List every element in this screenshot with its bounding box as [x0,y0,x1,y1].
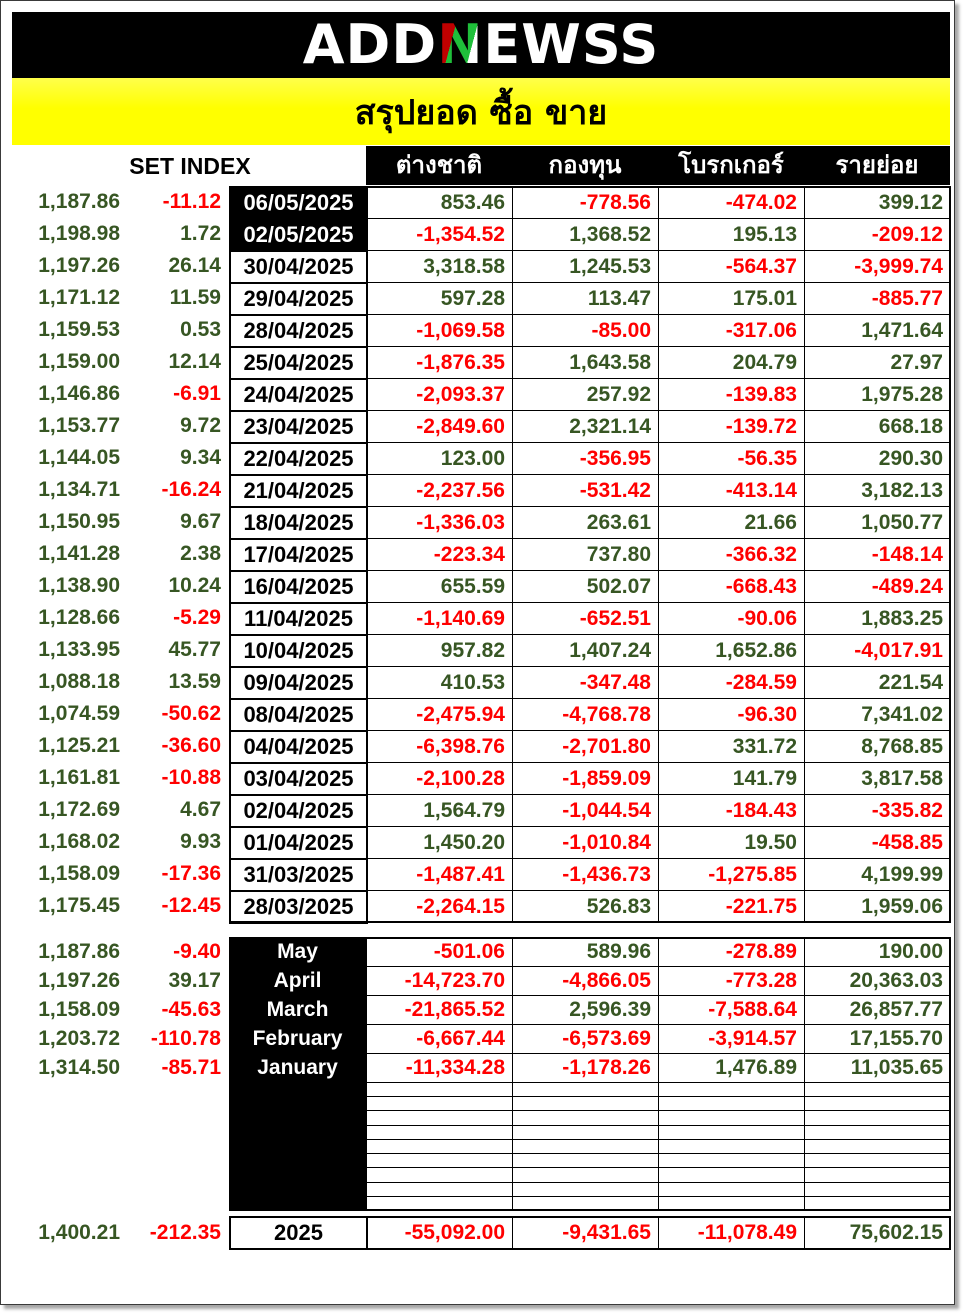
fund-value: -1,859.09 [512,762,659,795]
set-index-value: 1,158.09 [38,862,120,885]
empty-cell [512,1182,659,1197]
foreign-value: 3,318.58 [366,250,513,283]
empty-cell [512,1139,659,1154]
date-cell: 17/04/2025 [229,538,368,572]
set-index-value: 1,197.26 [38,969,120,992]
set-index-change: -110.78 [150,1027,221,1050]
date-cell: 28/03/2025 [229,890,368,924]
addnewss-logo [12,12,950,78]
daily-row [0,666,964,698]
date-cell: 16/04/2025 [229,570,368,604]
daily-row [0,410,964,442]
set-index-change: 2.38 [180,542,221,565]
retail-value: 1,050.77 [804,506,951,539]
empty-cell [804,1153,951,1168]
broker-value: -184.43 [658,794,805,827]
set-index-change: -50.62 [161,702,221,725]
empty-row [0,1167,964,1182]
set-index-change: 9.72 [180,414,221,437]
column-header-bar [366,146,950,185]
foreign-value: -1,354.52 [366,218,513,251]
broker-value: -1,275.85 [658,858,805,891]
foreign-value: -501.06 [366,937,513,967]
daily-row [0,890,964,922]
foreign-value: -11,334.28 [366,1053,513,1083]
retail-value: -489.24 [804,570,951,603]
foreign-value: -2,093.37 [366,378,513,411]
set-index-value: 1,144.05 [38,446,120,469]
set-index-change: 39.17 [168,969,221,992]
retail-value: 190.00 [804,937,951,967]
fund-value: 526.83 [512,890,659,923]
daily-row [0,602,964,634]
retail-value: -3,999.74 [804,250,951,283]
empty-cell [512,1167,659,1183]
retail-value: -4,017.91 [804,634,951,667]
empty-cell [804,1125,951,1140]
fund-value: -531.42 [512,474,659,507]
set-index-value: 1,153.77 [38,414,120,437]
broker-value: -56.35 [658,442,805,475]
empty-cell [366,1110,513,1126]
empty-row [0,1125,964,1139]
set-index-value: 1,146.86 [38,382,120,405]
empty-cell [366,1139,513,1154]
broker-value: -317.06 [658,314,805,347]
broker-value: -366.32 [658,538,805,571]
empty-cell [658,1110,805,1126]
foreign-value: 123.00 [366,442,513,475]
empty-cell [804,1196,951,1211]
retail-value: 1,975.28 [804,378,951,411]
set-index-value: 1,197.26 [38,254,120,277]
broker-value: 195.13 [658,218,805,251]
fund-value: 502.07 [512,570,659,603]
date-cell: 11/04/2025 [229,602,368,636]
set-index-change: 26.14 [168,254,221,277]
fund-value: -1,010.84 [512,826,659,859]
empty-row [0,1096,964,1110]
fund-value: -4,866.05 [512,966,659,996]
set-index-change: -6.91 [173,382,221,405]
daily-row [0,570,964,602]
empty-cell [512,1096,659,1111]
daily-row [0,698,964,730]
logo-text-add: ADD [302,13,438,76]
retail-value: 75,602.15 [804,1216,951,1250]
fund-value: -778.56 [512,186,659,219]
empty-cell [512,1110,659,1126]
retail-value: 17,155.70 [804,1024,951,1054]
empty-cell [804,1110,951,1126]
fund-value: 2,321.14 [512,410,659,443]
fund-value: -347.48 [512,666,659,699]
fund-value: -356.95 [512,442,659,475]
empty-row [0,1182,964,1196]
fund-value: -1,436.73 [512,858,659,891]
fund-value: 1,368.52 [512,218,659,251]
fund-value: -1,044.54 [512,794,659,827]
set-index-value: 1,159.53 [38,318,120,341]
set-index-change: 10.24 [168,574,221,597]
set-index-value: 1,141.28 [38,542,120,565]
daily-row [0,474,964,506]
set-index-change: -16.24 [161,478,221,501]
date-cell: 31/03/2025 [229,858,368,892]
empty-row [0,1153,964,1167]
fund-value: -6,573.69 [512,1024,659,1054]
foreign-value: 1,564.79 [366,794,513,827]
date-cell: 22/04/2025 [229,442,368,476]
foreign-value: -2,264.15 [366,890,513,923]
broker-value: 1,652.86 [658,634,805,667]
set-index-change: 12.14 [168,350,221,373]
date-cell: 02/04/2025 [229,794,368,828]
broker-value: 19.50 [658,826,805,859]
set-index-value: 1,172.69 [38,798,120,821]
empty-cell [804,1167,951,1183]
broker-value: -7,588.64 [658,995,805,1025]
retail-value: 290.30 [804,442,951,475]
set-index-value: 1,125.21 [38,734,120,757]
set-index-value: 1,161.81 [38,766,120,789]
foreign-value: -2,475.94 [366,698,513,731]
retail-value: -335.82 [804,794,951,827]
broker-value: -139.72 [658,410,805,443]
broker-value: 141.79 [658,762,805,795]
daily-row [0,858,964,890]
retail-value: 668.18 [804,410,951,443]
set-index-value: 1,187.86 [38,190,120,213]
page-title: สรุปยอด ซื้อ ขาย [354,92,608,133]
empty-cell [512,1196,659,1211]
broker-value: -773.28 [658,966,805,996]
set-index-change: 9.67 [180,510,221,533]
foreign-value: 597.28 [366,282,513,315]
set-index-change: 9.93 [180,830,221,853]
date-cell: 28/04/2025 [229,314,368,348]
daily-row [0,794,964,826]
foreign-value: -1,876.35 [366,346,513,379]
broker-value: -90.06 [658,602,805,635]
broker-value: -668.43 [658,570,805,603]
date-cell: 30/04/2025 [229,250,368,284]
retail-value: 8,768.85 [804,730,951,763]
foreign-value: -2,100.28 [366,762,513,795]
retail-value: 20,363.03 [804,966,951,996]
foreign-value: -1,140.69 [366,602,513,635]
empty-cell [366,1167,513,1183]
retail-value: -209.12 [804,218,951,251]
empty-cell [658,1167,805,1183]
set-index-change: 11.59 [169,286,221,309]
foreign-value: 410.53 [366,666,513,699]
fund-value: 589.96 [512,937,659,967]
date-cell: 23/04/2025 [229,410,368,444]
set-index-change: -9.40 [173,940,221,963]
fund-value: -9,431.65 [512,1216,659,1250]
empty-row [0,1082,964,1096]
monthly-row [0,995,964,1024]
set-index-change: 1.72 [180,222,221,245]
broker-value: -139.83 [658,378,805,411]
empty-cell [366,1082,513,1097]
empty-cell [804,1082,951,1097]
empty-cell [658,1196,805,1211]
set-index-change: -11.12 [162,190,221,213]
broker-value: -11,078.49 [658,1216,805,1250]
retail-value: -148.14 [804,538,951,571]
foreign-value: -14,723.70 [366,966,513,996]
broker-value: 21.66 [658,506,805,539]
set-index-value: 1,168.02 [38,830,120,853]
fund-value: -85.00 [512,314,659,347]
foreign-value: -6,667.44 [366,1024,513,1054]
set-index-value: 1,158.09 [38,998,120,1021]
fund-value: 1,643.58 [512,346,659,379]
broker-value: -3,914.57 [658,1024,805,1054]
foreign-value: -1,336.03 [366,506,513,539]
empty-cell [658,1125,805,1140]
title-banner [12,78,950,145]
logo-text-ewss: EWSS [483,13,660,76]
column-header-foreign: ต่างชาติ [395,151,483,179]
fund-value: -2,701.80 [512,730,659,763]
date-cell: 02/05/2025 [229,218,368,252]
set-index-change: -5.29 [173,606,221,629]
set-index-value: 1,187.86 [38,940,120,963]
retail-value: 221.54 [804,666,951,699]
fund-value: 263.61 [512,506,659,539]
set-index-change: 4.67 [180,798,221,821]
date-cell: 08/04/2025 [229,698,368,732]
set-index-value: 1,138.90 [38,574,120,597]
set-index-value: 1,171.12 [38,286,120,309]
month-label: February [252,1027,343,1050]
broker-value: -96.30 [658,698,805,731]
foreign-value: 655.59 [366,570,513,603]
empty-cell [658,1082,805,1097]
monthly-row [0,966,964,995]
set-index-value: 1,159.00 [38,350,120,373]
date-cell: 25/04/2025 [229,346,368,380]
empty-cell [658,1182,805,1197]
yearly-row [0,1216,964,1250]
retail-value: -885.77 [804,282,951,315]
set-index-change: -17.36 [161,862,221,885]
set-index-value: 1,203.72 [38,1027,120,1050]
column-header-broker: โบรกเกอร์ [678,151,784,179]
empty-cell [804,1096,951,1111]
fund-value: 1,407.24 [512,634,659,667]
month-label: January [257,1056,338,1079]
set-index-value: 1,128.66 [38,606,120,629]
set-index-value: 1,175.45 [38,894,120,917]
daily-row [0,538,964,570]
foreign-value: -223.34 [366,538,513,571]
date-cell: 09/04/2025 [229,666,368,700]
column-header-retail: รายย่อย [835,151,919,179]
daily-row [0,506,964,538]
broker-value: -278.89 [658,937,805,967]
foreign-value: -1,487.41 [366,858,513,891]
date-cell: 29/04/2025 [229,282,368,316]
foreign-value: -21,865.52 [366,995,513,1025]
foreign-value: -2,237.56 [366,474,513,507]
date-cell: 18/04/2025 [229,506,368,540]
column-header-fund: กองทุน [548,151,622,179]
set-index-value: 1,134.71 [38,478,120,501]
logo-bar [12,12,950,78]
broker-value: 331.72 [658,730,805,763]
set-index-value: 1,150.95 [38,510,120,533]
foreign-value: -2,849.60 [366,410,513,443]
empty-cell [366,1096,513,1111]
foreign-value: -1,069.58 [366,314,513,347]
broker-value: -221.75 [658,890,805,923]
empty-row [0,1139,964,1153]
date-cell: 24/04/2025 [229,378,368,412]
year-cell: 2025 [229,1216,368,1250]
retail-value: 1,471.64 [804,314,951,347]
monthly-row [0,1024,964,1053]
empty-cell [366,1153,513,1168]
set-index-change: -45.63 [161,998,221,1021]
fund-value: 113.47 [512,282,659,315]
date-cell: 01/04/2025 [229,826,368,860]
date-cell: 21/04/2025 [229,474,368,508]
broker-value: -564.37 [658,250,805,283]
monthly-row [0,1053,964,1082]
set-index-change: 9.34 [180,446,221,469]
retail-value: 3,817.58 [804,762,951,795]
daily-row [0,314,964,346]
monthly-row [0,937,964,966]
fund-value: 1,245.53 [512,250,659,283]
fund-value: -4,768.78 [512,698,659,731]
set-index-change: 0.53 [180,318,221,341]
retail-value: 3,182.13 [804,474,951,507]
empty-cell [658,1096,805,1111]
empty-cell [804,1182,951,1197]
broker-value: 204.79 [658,346,805,379]
empty-cell [366,1125,513,1140]
foreign-value: 957.82 [366,634,513,667]
empty-cell [658,1139,805,1154]
daily-row [0,634,964,666]
date-cell: 06/05/2025 [229,186,368,220]
daily-row [0,346,964,378]
set-index-value: 1,133.95 [38,638,120,661]
empty-cell [512,1153,659,1168]
set-index-value: 1,074.59 [38,702,120,725]
retail-value: 1,959.06 [804,890,951,923]
fund-value: -652.51 [512,602,659,635]
daily-row [0,442,964,474]
foreign-value: -6,398.76 [366,730,513,763]
broker-value: -284.59 [658,666,805,699]
set-index-value: 1,198.98 [38,222,120,245]
empty-cell [512,1082,659,1097]
month-label: May [277,940,318,963]
empty-cell [804,1139,951,1154]
month-label: March [266,998,329,1021]
retail-value: 27.97 [804,346,951,379]
foreign-value: 853.46 [366,186,513,219]
foreign-value: 1,450.20 [366,826,513,859]
set-index-change: 13.59 [168,670,221,693]
set-index-change: 45.77 [168,638,221,661]
daily-row [0,186,964,218]
date-cell: 10/04/2025 [229,634,368,668]
daily-row [0,762,964,794]
fund-value: -1,178.26 [512,1053,659,1083]
retail-value: 399.12 [804,186,951,219]
retail-value: 11,035.65 [804,1053,951,1083]
daily-row [0,282,964,314]
empty-row [0,1196,964,1210]
fund-value: 257.92 [512,378,659,411]
date-cell: 03/04/2025 [229,762,368,796]
fund-value: 737.80 [512,538,659,571]
empty-cell [658,1153,805,1168]
daily-row [0,730,964,762]
retail-value: -458.85 [804,826,951,859]
month-label: April [273,969,322,992]
set-index-change: -12.45 [161,894,221,917]
logo-n-mark: N [437,13,484,76]
daily-row [0,218,964,250]
fund-value: 2,596.39 [512,995,659,1025]
set-index-change: -212.35 [149,1221,221,1244]
broker-value: 1,476.89 [658,1053,805,1083]
retail-value: 4,199.99 [804,858,951,891]
set-index-change: -36.60 [161,734,221,757]
empty-row [0,1110,964,1125]
retail-value: 1,883.25 [804,602,951,635]
broker-value: -413.14 [658,474,805,507]
daily-row [0,826,964,858]
set-index-value: 1,088.18 [38,670,120,693]
set-index-value: 1,400.21 [38,1221,120,1244]
foreign-value: -55,092.00 [366,1216,513,1250]
set-index-header: SET INDEX [129,153,251,179]
empty-cell [366,1182,513,1197]
retail-value: 7,341.02 [804,698,951,731]
broker-value: -474.02 [658,186,805,219]
retail-value: 26,857.77 [804,995,951,1025]
set-index-change: -10.88 [161,766,221,789]
set-index-change: -85.71 [161,1056,221,1079]
daily-row [0,378,964,410]
empty-cell [512,1125,659,1140]
date-cell: 04/04/2025 [229,730,368,764]
broker-value: 175.01 [658,282,805,315]
set-index-value: 1,314.50 [38,1056,120,1079]
empty-cell [366,1196,513,1211]
daily-row [0,250,964,282]
